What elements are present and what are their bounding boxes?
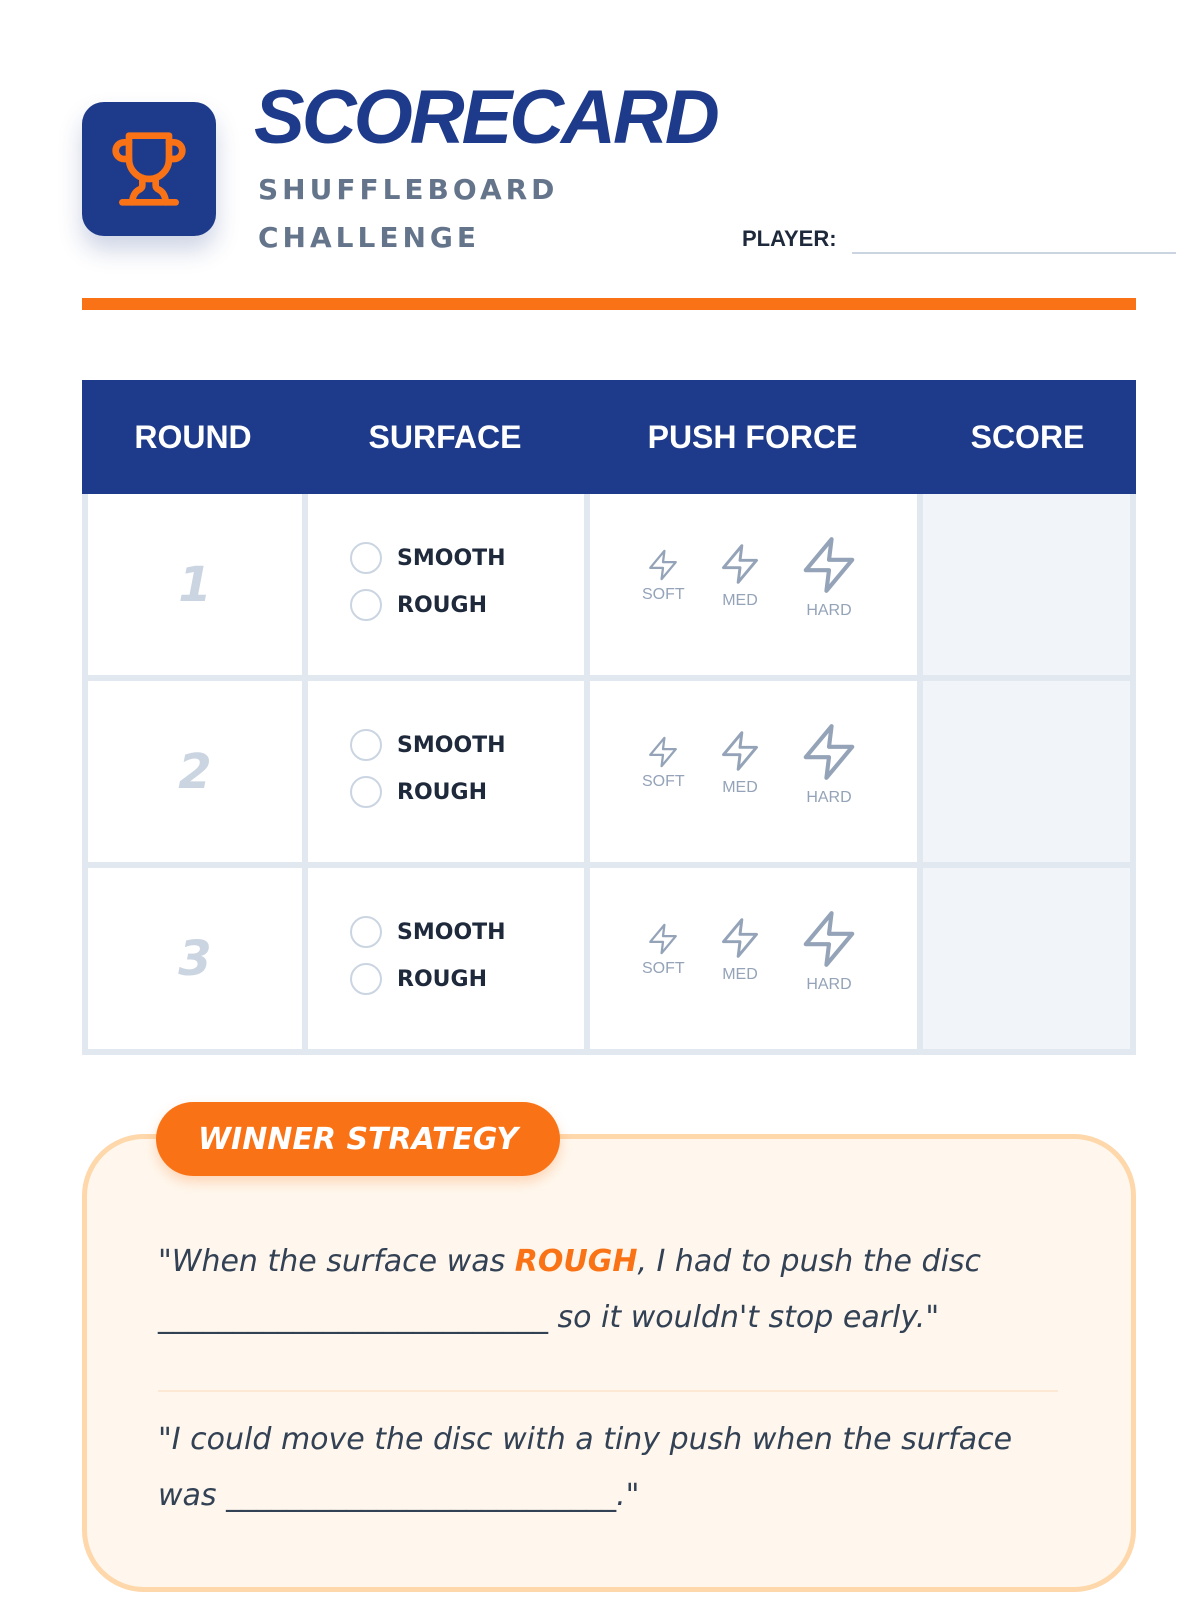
surface-cell (308, 868, 584, 1049)
page-subtitle: SHUFFLEBOARD CHALLENGE (258, 173, 559, 254)
force-label: MED (722, 779, 758, 796)
strategy-tag: WINNER STRATEGY (156, 1102, 560, 1176)
surface-option-smooth[interactable] (350, 542, 506, 574)
lightning-icon (798, 534, 860, 596)
force-option-hard[interactable] (798, 908, 860, 994)
score-table (82, 380, 1136, 1055)
push-force-cell (590, 494, 917, 675)
force-option-soft[interactable] (642, 548, 685, 604)
option-label: ROUGH (397, 779, 487, 805)
strategy-prompt-1 (158, 1234, 1058, 1346)
radio-button[interactable] (350, 776, 382, 808)
score-input[interactable] (923, 681, 1130, 862)
header-divider (82, 298, 1136, 310)
radio-button[interactable] (350, 589, 382, 621)
surface-option-smooth[interactable] (350, 916, 506, 948)
force-label: SOFT (642, 586, 685, 603)
lightning-icon (646, 922, 680, 956)
strategy-prompt-2 (158, 1412, 1058, 1524)
option-label: ROUGH (397, 592, 487, 618)
surface-option-smooth[interactable] (350, 729, 506, 761)
table-row (88, 675, 1130, 862)
score-input[interactable] (923, 868, 1130, 1049)
radio-button[interactable] (350, 963, 382, 995)
radio-button[interactable] (350, 729, 382, 761)
round-cell (88, 681, 302, 862)
column-header-score: SCORE (970, 418, 1085, 455)
force-option-med[interactable] (718, 542, 762, 610)
force-option-hard[interactable] (798, 534, 860, 620)
force-option-soft[interactable] (642, 735, 685, 791)
lightning-icon (718, 542, 762, 586)
logo-tile (82, 102, 216, 236)
force-label: SOFT (642, 960, 685, 977)
force-label: HARD (806, 789, 852, 806)
page-title: SCORECARD (254, 75, 717, 160)
column-header-surface: SURFACE (368, 418, 522, 455)
force-option-soft[interactable] (642, 922, 685, 978)
column-header-round: ROUND (134, 418, 252, 455)
table-header (82, 380, 1136, 494)
round-number: 1 (178, 556, 212, 613)
table-row (88, 862, 1130, 1049)
score-input[interactable] (923, 494, 1130, 675)
force-label: HARD (806, 602, 852, 619)
prompt-line: "I could move the disc with a tiny push when the surface (158, 1422, 1013, 1457)
radio-button[interactable] (350, 542, 382, 574)
option-label: SMOOTH (397, 919, 506, 945)
prompt-line (158, 1234, 1058, 1290)
push-force-cell (590, 868, 917, 1049)
round-number: 3 (178, 930, 212, 987)
force-option-med[interactable] (718, 729, 762, 797)
prompt-highlight: ROUGH (514, 1244, 638, 1279)
lightning-icon (718, 916, 762, 960)
surface-option-rough[interactable] (350, 963, 487, 995)
table-body (82, 494, 1136, 1055)
push-force-cell (590, 681, 917, 862)
lightning-icon (646, 735, 680, 769)
round-cell (88, 868, 302, 1049)
surface-option-rough[interactable] (350, 589, 487, 621)
force-option-hard[interactable] (798, 721, 860, 807)
force-label: HARD (806, 976, 852, 993)
surface-cell (308, 681, 584, 862)
option-label: SMOOTH (397, 732, 506, 758)
force-label: MED (722, 592, 758, 609)
column-header-push-force: PUSH FORCE (647, 418, 858, 455)
option-label: ROUGH (397, 966, 487, 992)
force-label: MED (722, 966, 758, 983)
prompt-divider (158, 1390, 1058, 1392)
lightning-icon (646, 548, 680, 582)
round-number: 2 (178, 743, 212, 800)
surface-cell (308, 494, 584, 675)
force-label: SOFT (642, 773, 685, 790)
player-name-field[interactable] (852, 252, 1176, 254)
prompt-text: "When the surface was (158, 1244, 515, 1279)
option-label: SMOOTH (397, 545, 506, 571)
round-cell (88, 494, 302, 675)
lightning-icon (798, 721, 860, 783)
surface-option-rough[interactable] (350, 776, 487, 808)
prompt-blank-line[interactable]: __________________________ so it wouldn't stop early." (158, 1300, 940, 1335)
prompt-blank-line[interactable]: was __________________________." (158, 1478, 640, 1513)
trophy-icon (109, 129, 189, 209)
prompt-text: , I had to push the disc (637, 1244, 982, 1279)
force-option-med[interactable] (718, 916, 762, 984)
lightning-icon (798, 908, 860, 970)
player-label: PLAYER: (742, 226, 837, 251)
radio-button[interactable] (350, 916, 382, 948)
table-row (88, 494, 1130, 675)
lightning-icon (718, 729, 762, 773)
